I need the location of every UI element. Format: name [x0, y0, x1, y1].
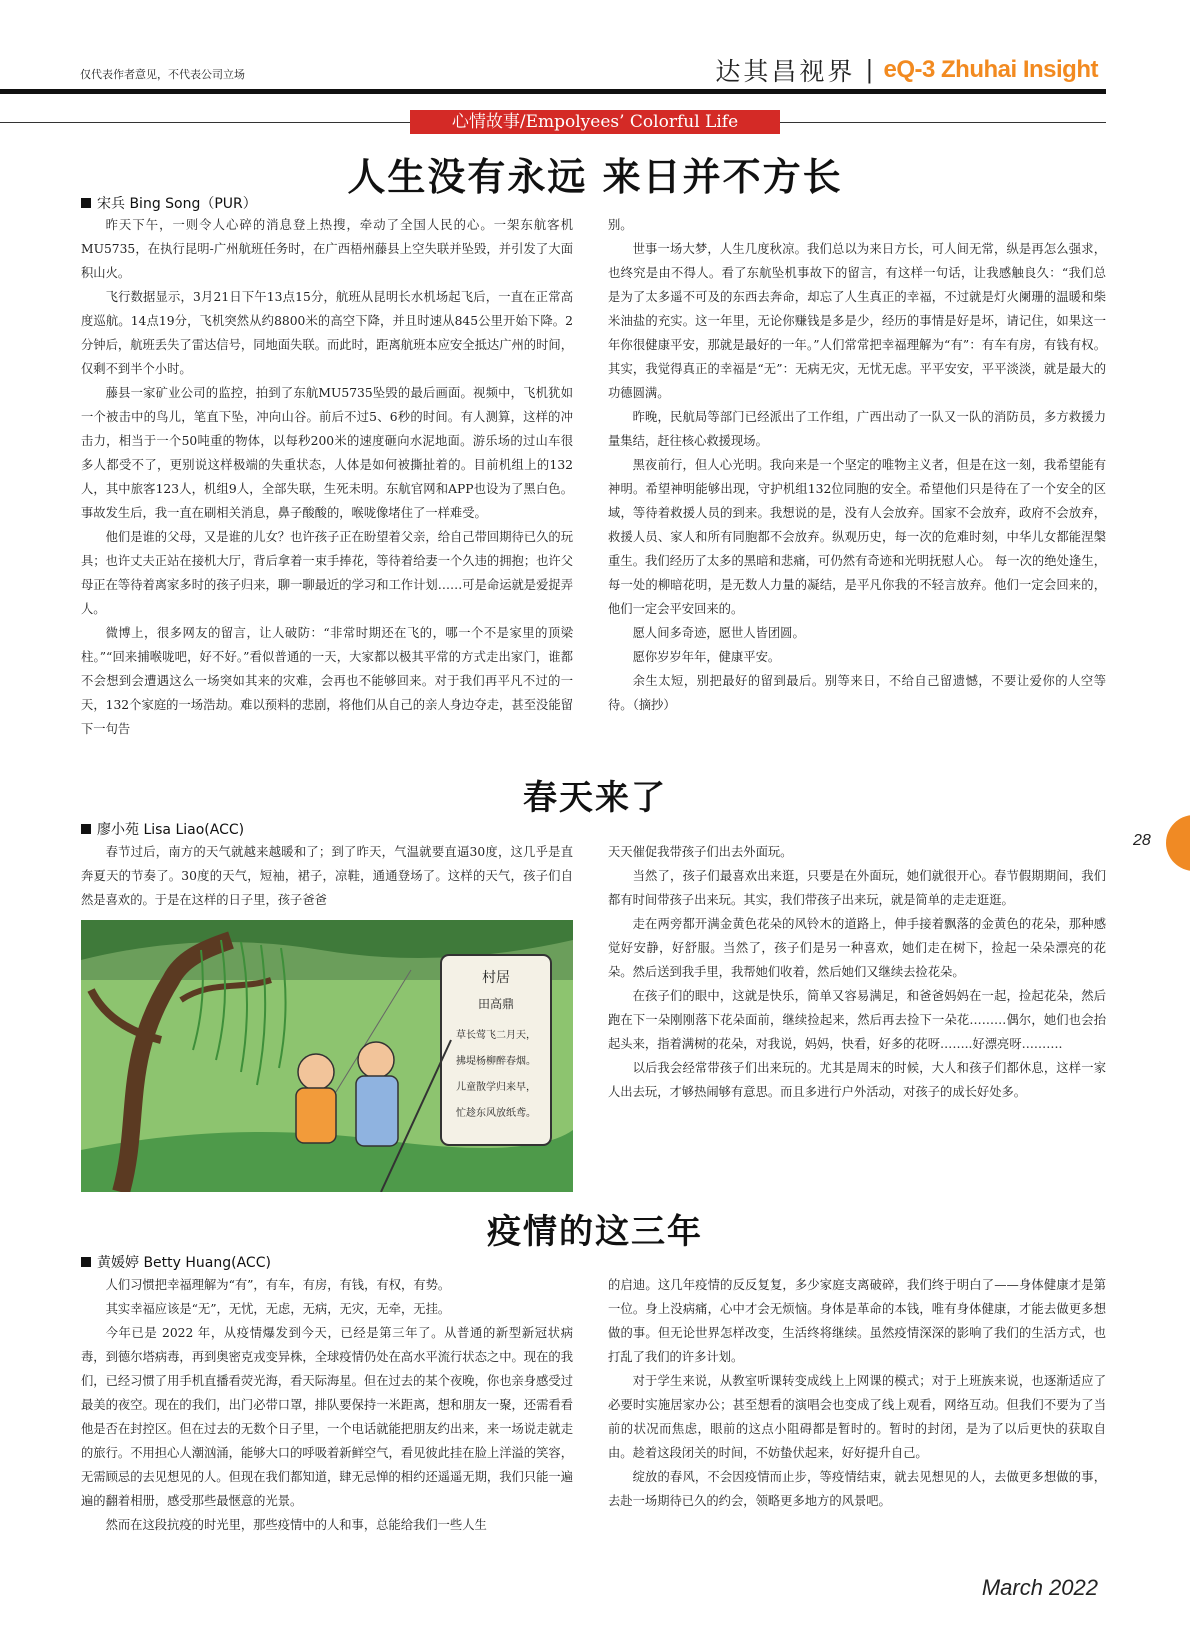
paragraph: 绽放的春风，不会因疫情而止步，等疫情结束，就去见想见的人，去做更多想做的事，去赴一场期待已久的约会，领略更多地方的风景吧。: [608, 1470, 1106, 1508]
paragraph: 余生太短，别把最好的留到最后。别等来日，不给自己留遗憾，不要让爱你的人空等待。（摘抄）: [608, 674, 1106, 712]
article1-right-column: [608, 213, 1106, 717]
byline-square-icon: [81, 1257, 91, 1267]
paragraph: 他们是谁的父母，又是谁的儿女？也许孩子正在盼望着父亲，给自己带回期待已久的玩具；也许丈夫正站在接机大厅，背后拿着一束手捧花，等待着给妻一个久违的拥抱；也许父母正在等待着离家多时的孩子归来，聊一聊最近的学习和工作计划……可是命运就是爱捉弄人。: [81, 530, 573, 616]
paragraph: 春节过后，南方的天气就越来越暖和了；到了昨天，气温就要直逼30度，这几乎是直奔夏天的节奏了。30度的天气，短袖，裙子，凉鞋，通通登场了。这样的天气，孩子们自然是喜欢的。于是在这样的日子里，孩子爸爸: [81, 845, 573, 907]
paragraph: 微博上，很多网友的留言，让人破防：“非常时期还在飞的，哪一个不是家里的顶梁柱。”“回来捕喉咙吧，好不好。”看似普通的一天，大家都以极其平常的方式走出家门，谁都不会想到会遭遇这么一场突如其来的灾难，会再也不能够回来。对于我们再平凡不过的一天，132个家庭的一场浩劫。难以预料的悲剧，将他们从自己的亲人身边夺走，甚至没能留下一句告: [81, 626, 573, 736]
paragraph: 然而在这段抗疫的时光里，那些疫情中的人和事，总能给我们一些人生: [105, 1518, 487, 1532]
paragraph-continued: 的启迪。这几年疫情的反反复复，多少家庭支离破碎，我们终于明白了——身体健康才是第一位。身上没病痛，心中才会无烦恼。身体是革命的本钱，唯有身体健康，才能去做更多想做的事。但无论世界怎样改变，生活终将继续。虽然疫情深深的影响了我们的生活方式，也打乱了我们的许多计划。: [608, 1278, 1106, 1364]
page-tab-marker: [1166, 815, 1190, 871]
brand-en: eQ-3 Zhuhai Insight: [883, 56, 1098, 83]
paragraph-continued: 天天催促我带孩子们出去外面玩。: [608, 845, 793, 859]
issue-date: March 2022: [981, 1575, 1098, 1600]
byline-square-icon: [81, 198, 91, 208]
sign-line: 草长莺飞二月天，: [456, 1030, 536, 1041]
paragraph: 飞行数据显示，3月21日下午13点15分，航班从昆明长水机场起飞后，一直在正常高度巡航。14点19分，飞机突然从约8800米的高空下降，并且时速从845公里开始下降。2分钟后，航班丢失了雷达信号，同地面失联。而此时，距离航班本应安全抵达广州的时间，仅剩不到半个小时。: [81, 290, 573, 376]
section-banner: 心情故事/Empolyees’ Colorful Life: [410, 110, 780, 134]
article3-title: 疫情的这三年: [487, 1212, 703, 1252]
paragraph: 黑夜前行，但人心光明。我向来是一个坚定的唯物主义者，但是在这一刻，我希望能有神明。希望神明能够出现，守护机组132位同胞的安全。希望他们只是待在了一个安全的区域，等待着救援人员的到来。我想说的是，没有人会放弃。国家不会放弃，政府不会放弃，救援人员、家人和所有同胞都不会放弃。纵观历史，每一次的危难时刻，中华儿女都能涅槃重生。我们经历了太多的黑暗和悲痛，可仍然有奇迹和光明抚慰人心。 每一次的绝处逢生，每一处的柳暗花明，是无数人力量的凝结，是平凡你我的不轻言放弃。他们一定会回来的，他们一定会平安回来的。: [608, 458, 1106, 616]
paragraph: 在孩子们的眼中，这就是快乐，简单又容易满足，和爸爸妈妈在一起，捡起花朵，然后跑在下一朵刚刚落下花朵面前，继续捡起来，然后再去捡下一朵花………偶尔，她们也会抬起头来，指着满树的花朵，对我说，妈妈，快看，好多的花呀……..好漂亮呀……….: [608, 989, 1106, 1051]
article2-author: 廖小苑 Lisa Liao(ACC): [97, 822, 245, 838]
sign-line: 村居: [482, 970, 510, 986]
article1-title: 人生没有永远 来日并不方长: [347, 154, 843, 199]
paragraph-continued: 别。: [608, 218, 633, 232]
paragraph: 走在两旁都开满金黄色花朵的风铃木的道路上，伸手接着飘落的金黄色的花朵，那种感觉好安静，好舒服。当然了，孩子们是另一种喜欢，她们走在树下，捡起一朵朵漂亮的花朵。然后送到我手里，我帮她们收着，然后她们又继续去捡花朵。: [608, 917, 1106, 979]
article2-byline: [81, 819, 244, 839]
paragraph: 藤县一家矿业公司的监控，拍到了东航MU5735坠毁的最后画面。视频中，飞机犹如一个被击中的鸟儿，笔直下坠，冲向山谷。前后不过5、6秒的时间。有人测算，这样的冲击力，相当于一个50吨重的物体，以每秒200米的速度砸向水泥地面。游乐场的过山车很多人都受不了，更别说这样极端的失重状态，人体是如何被撕扯着的。目前机组上的132人，其中旅客123人，机组9人，全部失联，生死未明。东航官网和APP也设为了黑白色。事故发生后，我一直在刷相关消息，鼻子酸酸的，喉咙像堵住了一样难受。: [81, 386, 573, 520]
brand-cn: 达其昌视界: [715, 57, 856, 86]
brand-separator: |: [865, 56, 874, 84]
paragraph: 昨天下午，一则令人心碎的消息登上热搜，牵动了全国人民的心。一架东航客机MU5735，在执行昆明-广州航班任务时，在广西梧州藤县上空失联并坠毁，并引发了大面积山火。: [81, 218, 573, 280]
paragraph: 今年已是 2022 年，从疫情爆发到今天，已经是第三年了。从普通的新型新冠状病毒，到德尔塔病毒，再到奥密克戎变异株，全球疫情仍处在高水平流行状态之中。现在的我们，已经习惯了用手机直播看荧光海，看天际海星。但在过去的某个夜晚，你也亲身感受过最美的夜空。现在的我们，出门必带口罩，排队要保持一米距离，想和朋友一聚，还需看看他是否在封控区。但在过去的无数个日子里，一个电话就能把朋友约出来，来一场说走就走的旅行。不用担心人潮汹涌，能够大口的呼吸着新鲜空气，看见彼此挂在脸上洋溢的笑容，无需顾忌的去见想见的人。但现在我们都知道，肆无忌惮的相约还遥遥无期，我们只能一遍遍的翻着相册，感受那些最惬意的光景。: [81, 1326, 573, 1508]
article3-left-column: [81, 1273, 573, 1537]
paragraph: 人们习惯把幸福理解为“有”，有车，有房，有钱，有权，有势。: [105, 1278, 451, 1292]
article3-byline: [81, 1252, 271, 1272]
paragraph: 其实幸福应该是“无”，无忧，无虑，无病，无灾，无牵，无挂。: [105, 1302, 451, 1316]
header-rule: [0, 89, 1106, 94]
paragraph: 世事一场大梦，人生几度秋凉。我们总以为来日方长，可人间无常，纵是再怎么强求，也终究是由不得人。看了东航坠机事故下的留言，有这样一句话，让我感触良久：“我们总是为了太多遥不可及的东西去奔命，却忘了人生真正的幸福，不过就是灯火阑珊的温暖和柴米油盐的充实。这一年里，无论你赚钱是多是少，经历的事情是好是坏，请记住，如果这一年你很健康平安，那就是最好的一年。”人们常常把幸福理解为“有”：有车有房，有钱有权。其实，我觉得真正的幸福是“无”：无病无灾，无忧无虑。平平安安，平平淡淡，就是最大的功德圆满。: [608, 242, 1106, 400]
article3-right-column: [608, 1273, 1106, 1513]
byline-square-icon: [81, 824, 91, 834]
sign-line: 忙趁东风放纸鸢。: [456, 1108, 536, 1119]
paragraph: 愿你岁岁年年，健康平安。: [632, 650, 781, 664]
masthead-brand: [715, 52, 1098, 88]
disclaimer: 仅代表作者意见，不代表公司立场: [80, 68, 245, 81]
paragraph: 昨晚，民航局等部门已经派出了工作组，广西出动了一队又一队的消防员，多方救援力量集结，赶往核心救援现场。: [608, 410, 1106, 448]
sign-line: 拂堤杨柳醉春烟。: [456, 1056, 536, 1067]
paragraph: 愿人间多奇迹，愿世人皆团圆。: [632, 626, 805, 640]
article1-byline: [81, 193, 257, 213]
paragraph: 当然了，孩子们最喜欢出来逛，只要是在外面玩，她们就很开心。春节假期期间，我们都有时间带孩子出来玩。其实，我们带孩子出来玩，就是简单的走走逛逛。: [608, 869, 1106, 907]
page-number: 28: [1133, 832, 1151, 849]
article3-author: 黄媛婷 Betty Huang(ACC): [97, 1255, 271, 1271]
paragraph: 以后我会经常带孩子们出来玩的。尤其是周末的时候，大人和孩子们都休息，这样一家人出去玩，才够热闹够有意思。而且多进行户外活动，对孩子的成长好处多。: [608, 1061, 1106, 1099]
painting-artwork: [81, 920, 573, 1192]
article2-title: 春天来了: [523, 778, 667, 818]
article1-author: 宋兵 Bing Song（PUR）: [97, 196, 257, 212]
article1-left-column: [81, 213, 573, 741]
article2-right-column: [608, 840, 1106, 1104]
sign-line: 儿童散学归来早，: [456, 1082, 536, 1093]
sign-line: 田高鼎: [477, 997, 515, 1011]
child-painting: [81, 920, 573, 1192]
article2-left-column: [81, 840, 573, 912]
paragraph: 对于学生来说，从教室听课转变成线上上网课的模式；对于上班族来说，也逐渐适应了必要时实施居家办公；甚至想看的演唱会也变成了线上观看，网络互动。但我们不要为了当前的状况而焦虑，眼前的这点小阻碍都是暂时的。暂时的封闭，是为了以后更快的获取自由。趁着这段闭关的时间，不妨蛰伏起来，好好提升自己。: [608, 1374, 1106, 1460]
